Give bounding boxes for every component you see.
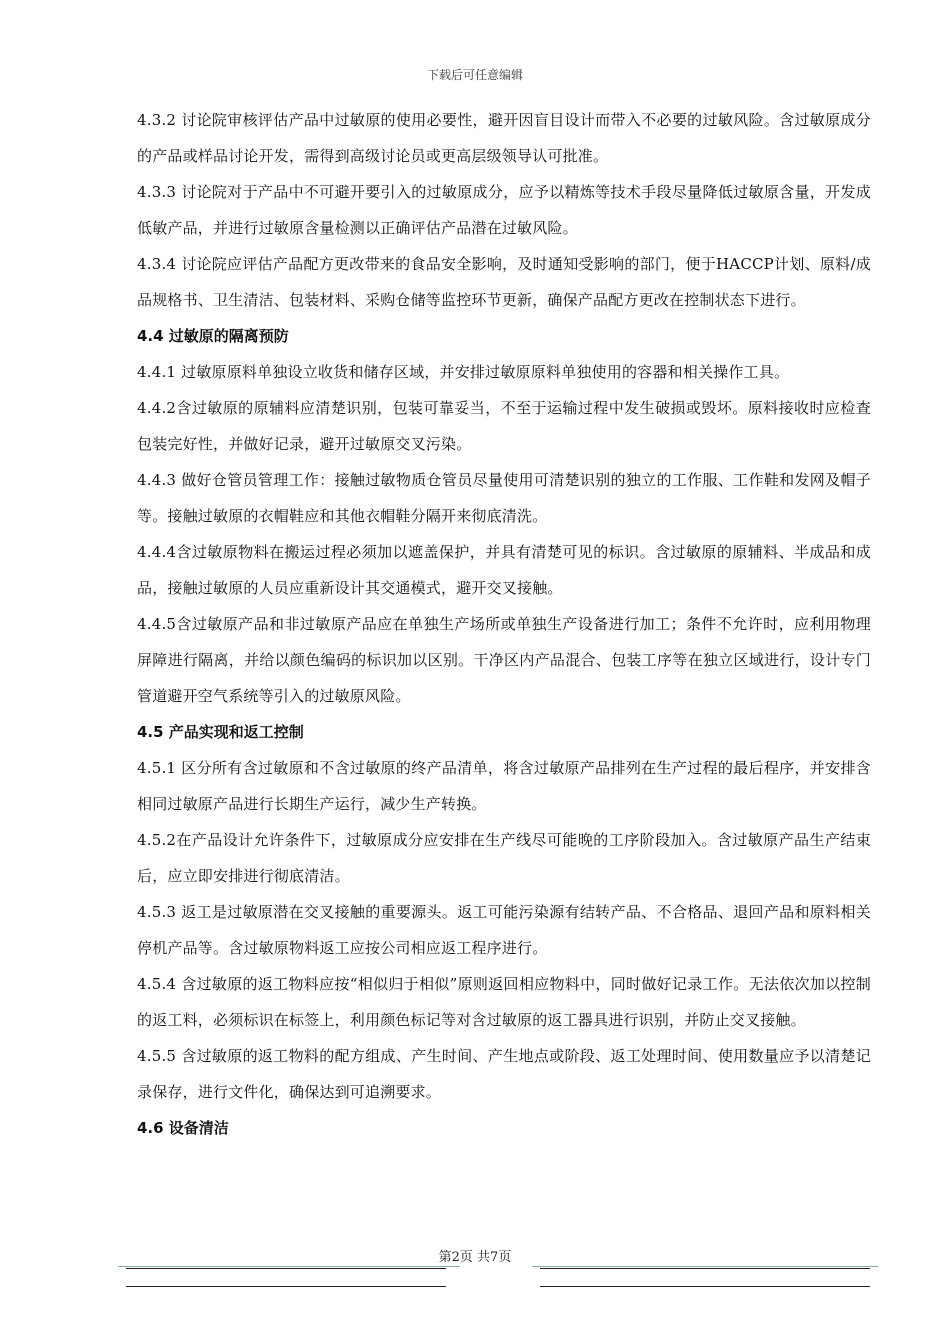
paragraph-4-3-4: 4.3.4 讨论院应评估产品配方更改带来的食品安全影响，及时通知受影响的部门，便于HACCP计划、原料/成品规格书、卫生清洁、包装材料、采购仓储等监控环节更新，确保产品配方更改在控制状态下进行。 [137, 255, 871, 309]
footer-rule-left-top [126, 1268, 446, 1269]
paragraph-4-4-3: 4.4.3 做好仓管员管理工作：接触过敏物质仓管员尽量使用可清楚识别的独立的工作服、工作鞋和发网及帽子等。接触过敏原的衣帽鞋应和其他衣帽鞋分隔开来彻底清洗。 [137, 471, 871, 525]
paragraph-4-4-4: 4.4.4含过敏原物料在搬运过程必须加以遮盖保护，并具有清楚可见的标识。含过敏原的原辅料、半成品和成品，接触过敏原的人员应重新设计其交通模式，避开交叉接触。 [137, 543, 871, 597]
paragraph-4-5-3: 4.5.3 返工是过敏原潜在交叉接触的重要源头。返工可能污染源有结转产品、不合格品、退回产品和原料相关停机产品等。含过敏原物料返工应按公司相应返工程序进行。 [137, 903, 871, 957]
header-note: 下载后可任意编辑 [426, 68, 523, 82]
paragraph-4-3-2: 4.3.2 讨论院审核评估产品中过敏原的使用必要性，避开因盲目设计而带入不必要的过敏风险。含过敏原成分的产品或样品讨论开发，需得到高级讨论员或更高层级领导认可批准。 [137, 111, 871, 165]
footer-rule-right-bottom [540, 1286, 870, 1287]
section-heading-4-6: 4.6 设备清洁 [137, 1119, 229, 1137]
footer-rule-left-thin [118, 1266, 460, 1267]
paragraph-4-5-5: 4.5.5 含过敏原的返工物料的配方组成、产生时间、产生地点或阶段、返工处理时间、使用数量应予以清楚记录保存，进行文件化，确保达到可追溯要求。 [137, 1047, 871, 1101]
paragraph-4-5-4: 4.5.4 含过敏原的返工物料应按“相似归于相似”原则返回相应物料中，同时做好记录工作。无法依次加以控制的返工料，必须标识在标签上，利用颜色标记等对含过敏原的返工器具进行识别，并防止交叉接触。 [137, 975, 871, 1029]
paragraph-4-4-2: 4.4.2含过敏原的原辅料应清楚识别，包装可靠妥当，不至于运输过程中发生破损或毁坏。原料接收时应检查包装完好性，并做好记录，避开过敏原交叉污染。 [137, 399, 871, 453]
section-heading-4-5: 4.5 产品实现和返工控制 [137, 723, 304, 741]
paragraph-4-5-1: 4.5.1 区分所有含过敏原和不含过敏原的终产品清单，将含过敏原产品排列在生产过程的最后程序，并安排含相同过敏原产品进行长期生产运行，减少生产转换。 [137, 759, 871, 813]
paragraph-4-4-1: 4.4.1 过敏原原料单独设立收货和储存区域，并安排过敏原原料单独使用的容器和相关操作工具。 [137, 363, 790, 381]
footer-rule-right-top [540, 1268, 870, 1269]
paragraph-4-5-2: 4.5.2在产品设计允许条件下，过敏原成分应安排在生产线尽可能晚的工序阶段加入。含过敏原产品生产结束后，应立即安排进行彻底清洁。 [137, 831, 871, 885]
document-body [137, 102, 871, 1146]
footer-rule-left-bottom [126, 1286, 446, 1287]
section-heading-4-4: 4.4 过敏原的隔离预防 [137, 327, 289, 345]
paragraph-4-4-5: 4.4.5含过敏原产品和非过敏原产品应在单独生产场所或单独生产设备进行加工；条件不允许时，应利用物理屏障进行隔离，并给以颜色编码的标识加以区别。干净区内产品混合、包装工序等在独立区域进行，设计专门管道避开空气系统等引入的过敏原风险。 [137, 615, 871, 705]
footer-rule-right-thin [532, 1266, 878, 1267]
page-number: 第2页 共7页 [438, 1250, 512, 1265]
paragraph-4-3-3: 4.3.3 讨论院对于产品中不可避开要引入的过敏原成分，应予以精炼等技术手段尽量降低过敏原含量，开发成低敏产品，并进行过敏原含量检测以正确评估产品潜在过敏风险。 [137, 183, 871, 237]
